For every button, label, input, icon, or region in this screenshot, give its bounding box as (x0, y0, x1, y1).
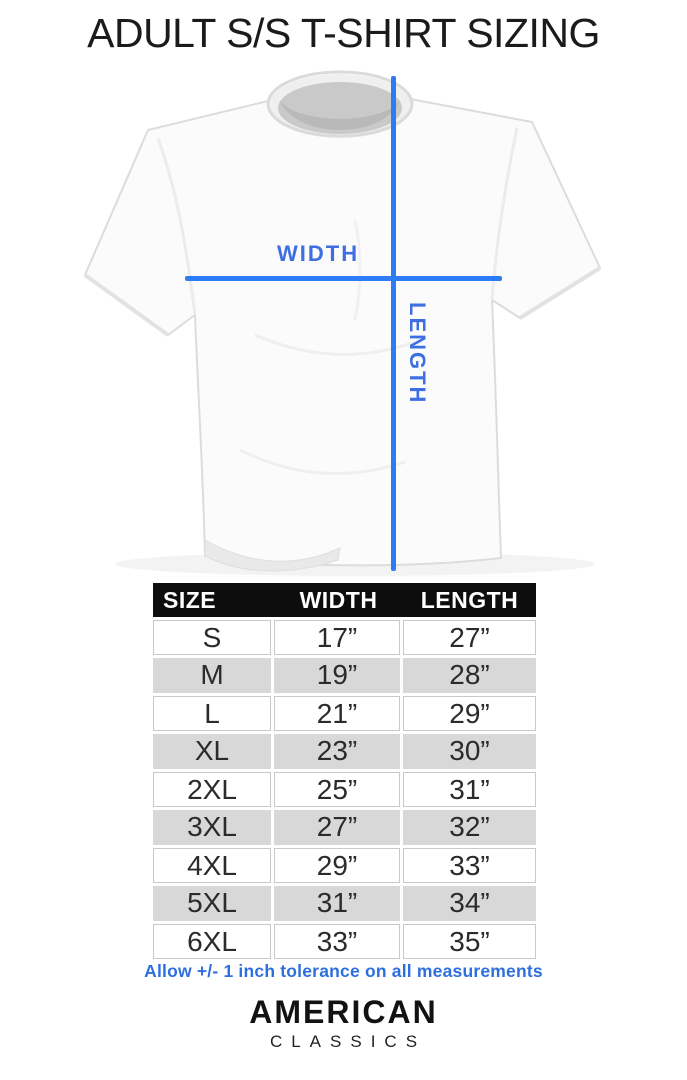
length-label: LENGTH (405, 302, 430, 405)
size-table (153, 583, 536, 959)
cell-width: 27” (274, 810, 400, 845)
width-label: WIDTH (277, 241, 360, 266)
table-row (153, 658, 536, 693)
cell-size: 4XL (153, 848, 271, 883)
cell-length: 27” (403, 620, 536, 655)
table-row (153, 848, 536, 883)
cell-size: 2XL (153, 772, 271, 807)
tshirt-image (55, 70, 615, 580)
cell-length: 28” (403, 658, 536, 693)
cell-size: S (153, 620, 271, 655)
table-row (153, 810, 536, 845)
cell-size: 3XL (153, 810, 271, 845)
length-measure-line (391, 76, 396, 571)
cell-width: 31” (274, 886, 400, 921)
header-size: SIZE (163, 587, 217, 613)
table-row (153, 734, 536, 769)
cell-length: 35” (403, 924, 536, 959)
size-table-body (153, 620, 536, 959)
cell-width: 29” (274, 848, 400, 883)
cell-size: XL (153, 734, 271, 769)
brand-name-american: AMERICAN (249, 994, 438, 1030)
cell-size: L (153, 696, 271, 731)
cell-length: 34” (403, 886, 536, 921)
cell-width: 21” (274, 696, 400, 731)
cell-width: 17” (274, 620, 400, 655)
cell-length: 30” (403, 734, 536, 769)
header-length: LENGTH (420, 587, 519, 613)
width-measure-line (185, 276, 502, 281)
cell-width: 23” (274, 734, 400, 769)
table-row (153, 696, 536, 731)
brand-logo (0, 994, 687, 1052)
header-width: WIDTH (299, 587, 378, 613)
table-row (153, 924, 536, 959)
cell-width: 19” (274, 658, 400, 693)
cell-size: M (153, 658, 271, 693)
size-table-header (153, 583, 536, 617)
cell-size: 5XL (153, 886, 271, 921)
cell-length: 33” (403, 848, 536, 883)
tolerance-note: Allow +/- 1 inch tolerance on all measurements (144, 961, 543, 981)
cell-size: 6XL (153, 924, 271, 959)
cell-length: 31” (403, 772, 536, 807)
cell-width: 25” (274, 772, 400, 807)
table-row (153, 772, 536, 807)
cell-length: 29” (403, 696, 536, 731)
page-title: ADULT S/S T-SHIRT SIZING (87, 10, 600, 56)
cell-width: 33” (274, 924, 400, 959)
table-row (153, 620, 536, 655)
table-row (153, 886, 536, 921)
brand-name-classics: CLASSICS (269, 1032, 427, 1051)
cell-length: 32” (403, 810, 536, 845)
